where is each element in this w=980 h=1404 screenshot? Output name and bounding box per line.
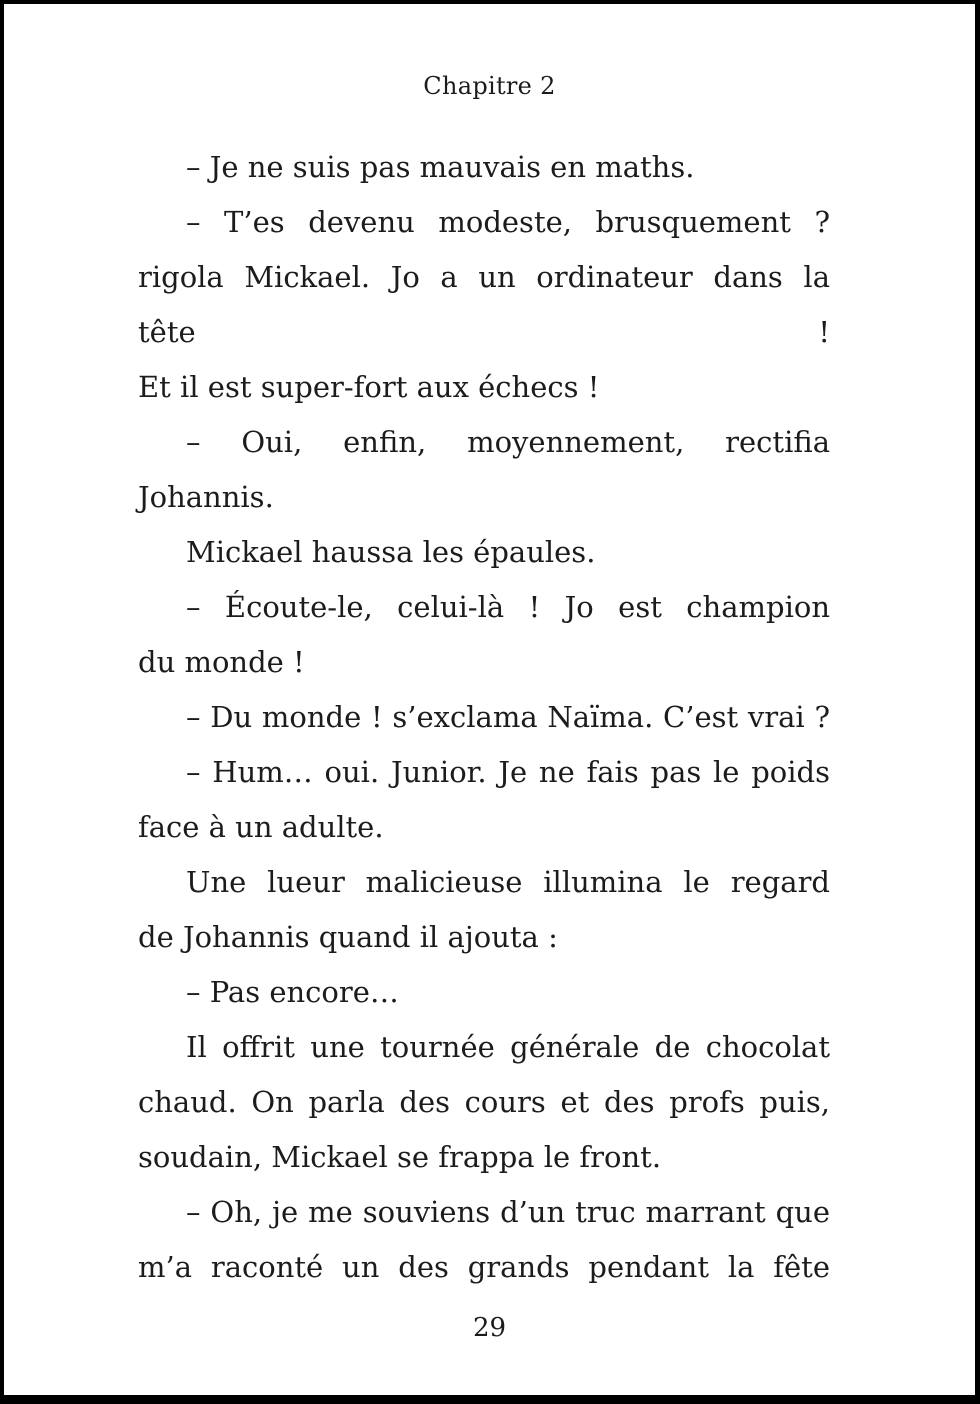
paragraph: [138, 855, 830, 965]
text-line: chaud. On parla des cours et des profs puis,: [138, 1085, 830, 1119]
text-line: – Du monde ! s’exclama Naïma. C’est vrai ?: [186, 700, 830, 734]
text-line: Il offrit une tournée générale de chocolat: [186, 1030, 830, 1064]
text-line: – Oh, je me souviens d’un truc marrant que: [186, 1195, 830, 1229]
text-block: [138, 140, 830, 1295]
text-line: soudain, Mickael se frappa le front.: [138, 1140, 662, 1174]
text-line: face à un adulte.: [138, 810, 384, 844]
paragraph: [138, 415, 830, 525]
text-line: Et il est super-fort aux échecs !: [138, 370, 600, 404]
paragraph: [138, 525, 830, 580]
text-line: – Je ne suis pas mauvais en maths.: [186, 150, 695, 184]
paragraph: [138, 580, 830, 690]
paragraph: [138, 140, 830, 195]
paragraph: [138, 965, 830, 1020]
text-line: – Écoute-le, celui-là ! Jo est champion: [186, 590, 830, 624]
text-line: – Hum… oui. Junior. Je ne fais pas le poids: [186, 755, 830, 789]
paragraph: [138, 690, 830, 745]
paragraph: [138, 1185, 830, 1295]
text-line: de Johannis quand il ajouta :: [138, 920, 558, 954]
text-line: rigola Mickael. Jo a un ordinateur dans la tête !: [138, 260, 830, 349]
text-line: – T’es devenu modeste, brusquement ?: [186, 205, 830, 239]
paragraph: [138, 745, 830, 855]
text-line: Une lueur malicieuse illumina le regard: [186, 865, 830, 899]
paragraph: [138, 195, 830, 415]
text-line: du monde !: [138, 645, 305, 679]
text-line: – Oui, enfin, moyennement, rectifia: [186, 425, 830, 459]
text-line: Mickael haussa les épaules.: [186, 535, 596, 569]
paragraph: [138, 1020, 830, 1185]
chapter-heading: Chapitre 2: [423, 72, 556, 100]
text-line: Johannis.: [138, 480, 274, 514]
text-line: m’a raconté un des grands pendant la fête: [138, 1250, 830, 1284]
page-number: 29: [472, 1313, 507, 1343]
text-line: – Pas encore…: [186, 975, 399, 1009]
